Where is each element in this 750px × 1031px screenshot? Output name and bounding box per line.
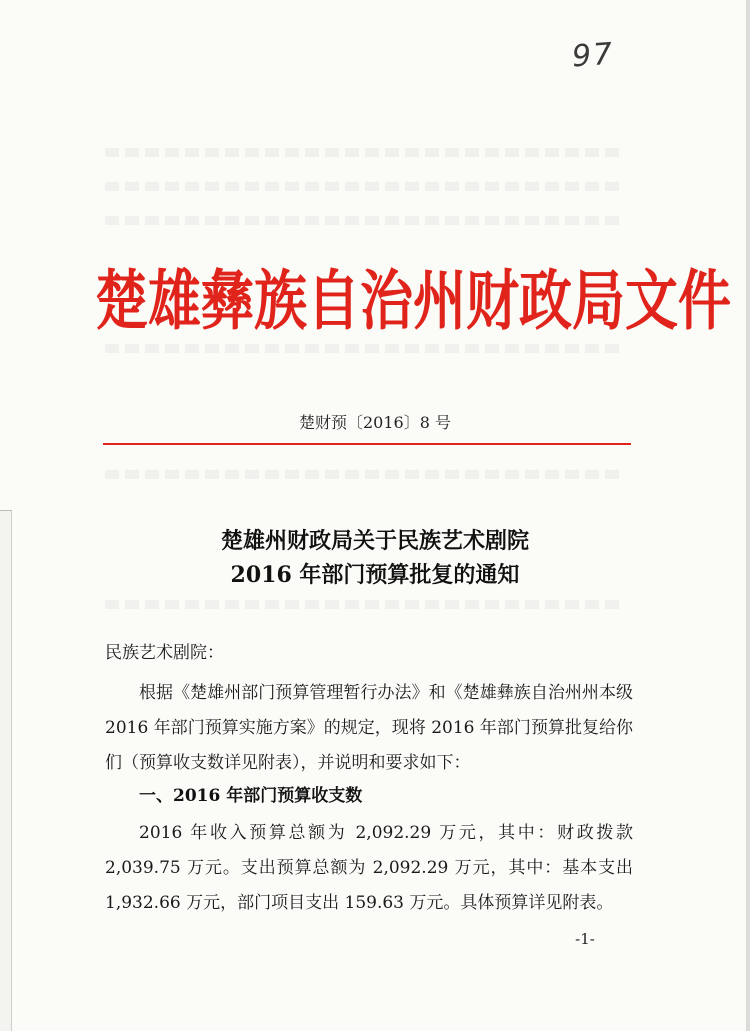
- page-edge-shadow: [746, 0, 750, 1031]
- bleed-through-line: [105, 216, 625, 225]
- issuer-header-title: 楚雄彝族自治州财政局文件: [95, 264, 731, 340]
- notice-title-line-1: 楚雄州财政局关于民族艺术剧院: [220, 528, 529, 554]
- bleed-through-line: [105, 600, 625, 609]
- notice-title: [0, 524, 750, 592]
- body-paragraph-2: 2016 年收入预算总额为 2,092.29 万元，其中：财政拨款 2,039.75 万元。支出预算总额为 2,092.29 万元，其中：基本支出 1,932.66 万元，部门项目支出 159.63 万元。具体预算详见附表。: [105, 823, 633, 913]
- section-heading-1: 一、2016 年部门预算收支数: [139, 786, 363, 806]
- page-number: -1-: [575, 930, 595, 948]
- addressee: 民族艺术剧院：: [105, 643, 224, 663]
- document-number: 楚财预〔2016〕8 号: [299, 413, 451, 432]
- body-paragraph-1: 根据《楚雄州部门预算管理暂行办法》和《楚雄彝族自治州州本级 2016 年部门预算实施方案》的规定，现将 2016 年部门预算批复给你们（预算收支数详见附表），并说明和要求如下：: [105, 683, 633, 773]
- bleed-through-line: [105, 182, 625, 191]
- bleed-through-line: [105, 470, 625, 479]
- bleed-through-line: [105, 344, 625, 353]
- red-divider-line: [103, 443, 631, 445]
- notice-title-line-2: 2016 年部门预算批复的通知: [230, 562, 520, 588]
- handwritten-page-mark: 97: [570, 36, 616, 75]
- bleed-through-line: [105, 148, 625, 157]
